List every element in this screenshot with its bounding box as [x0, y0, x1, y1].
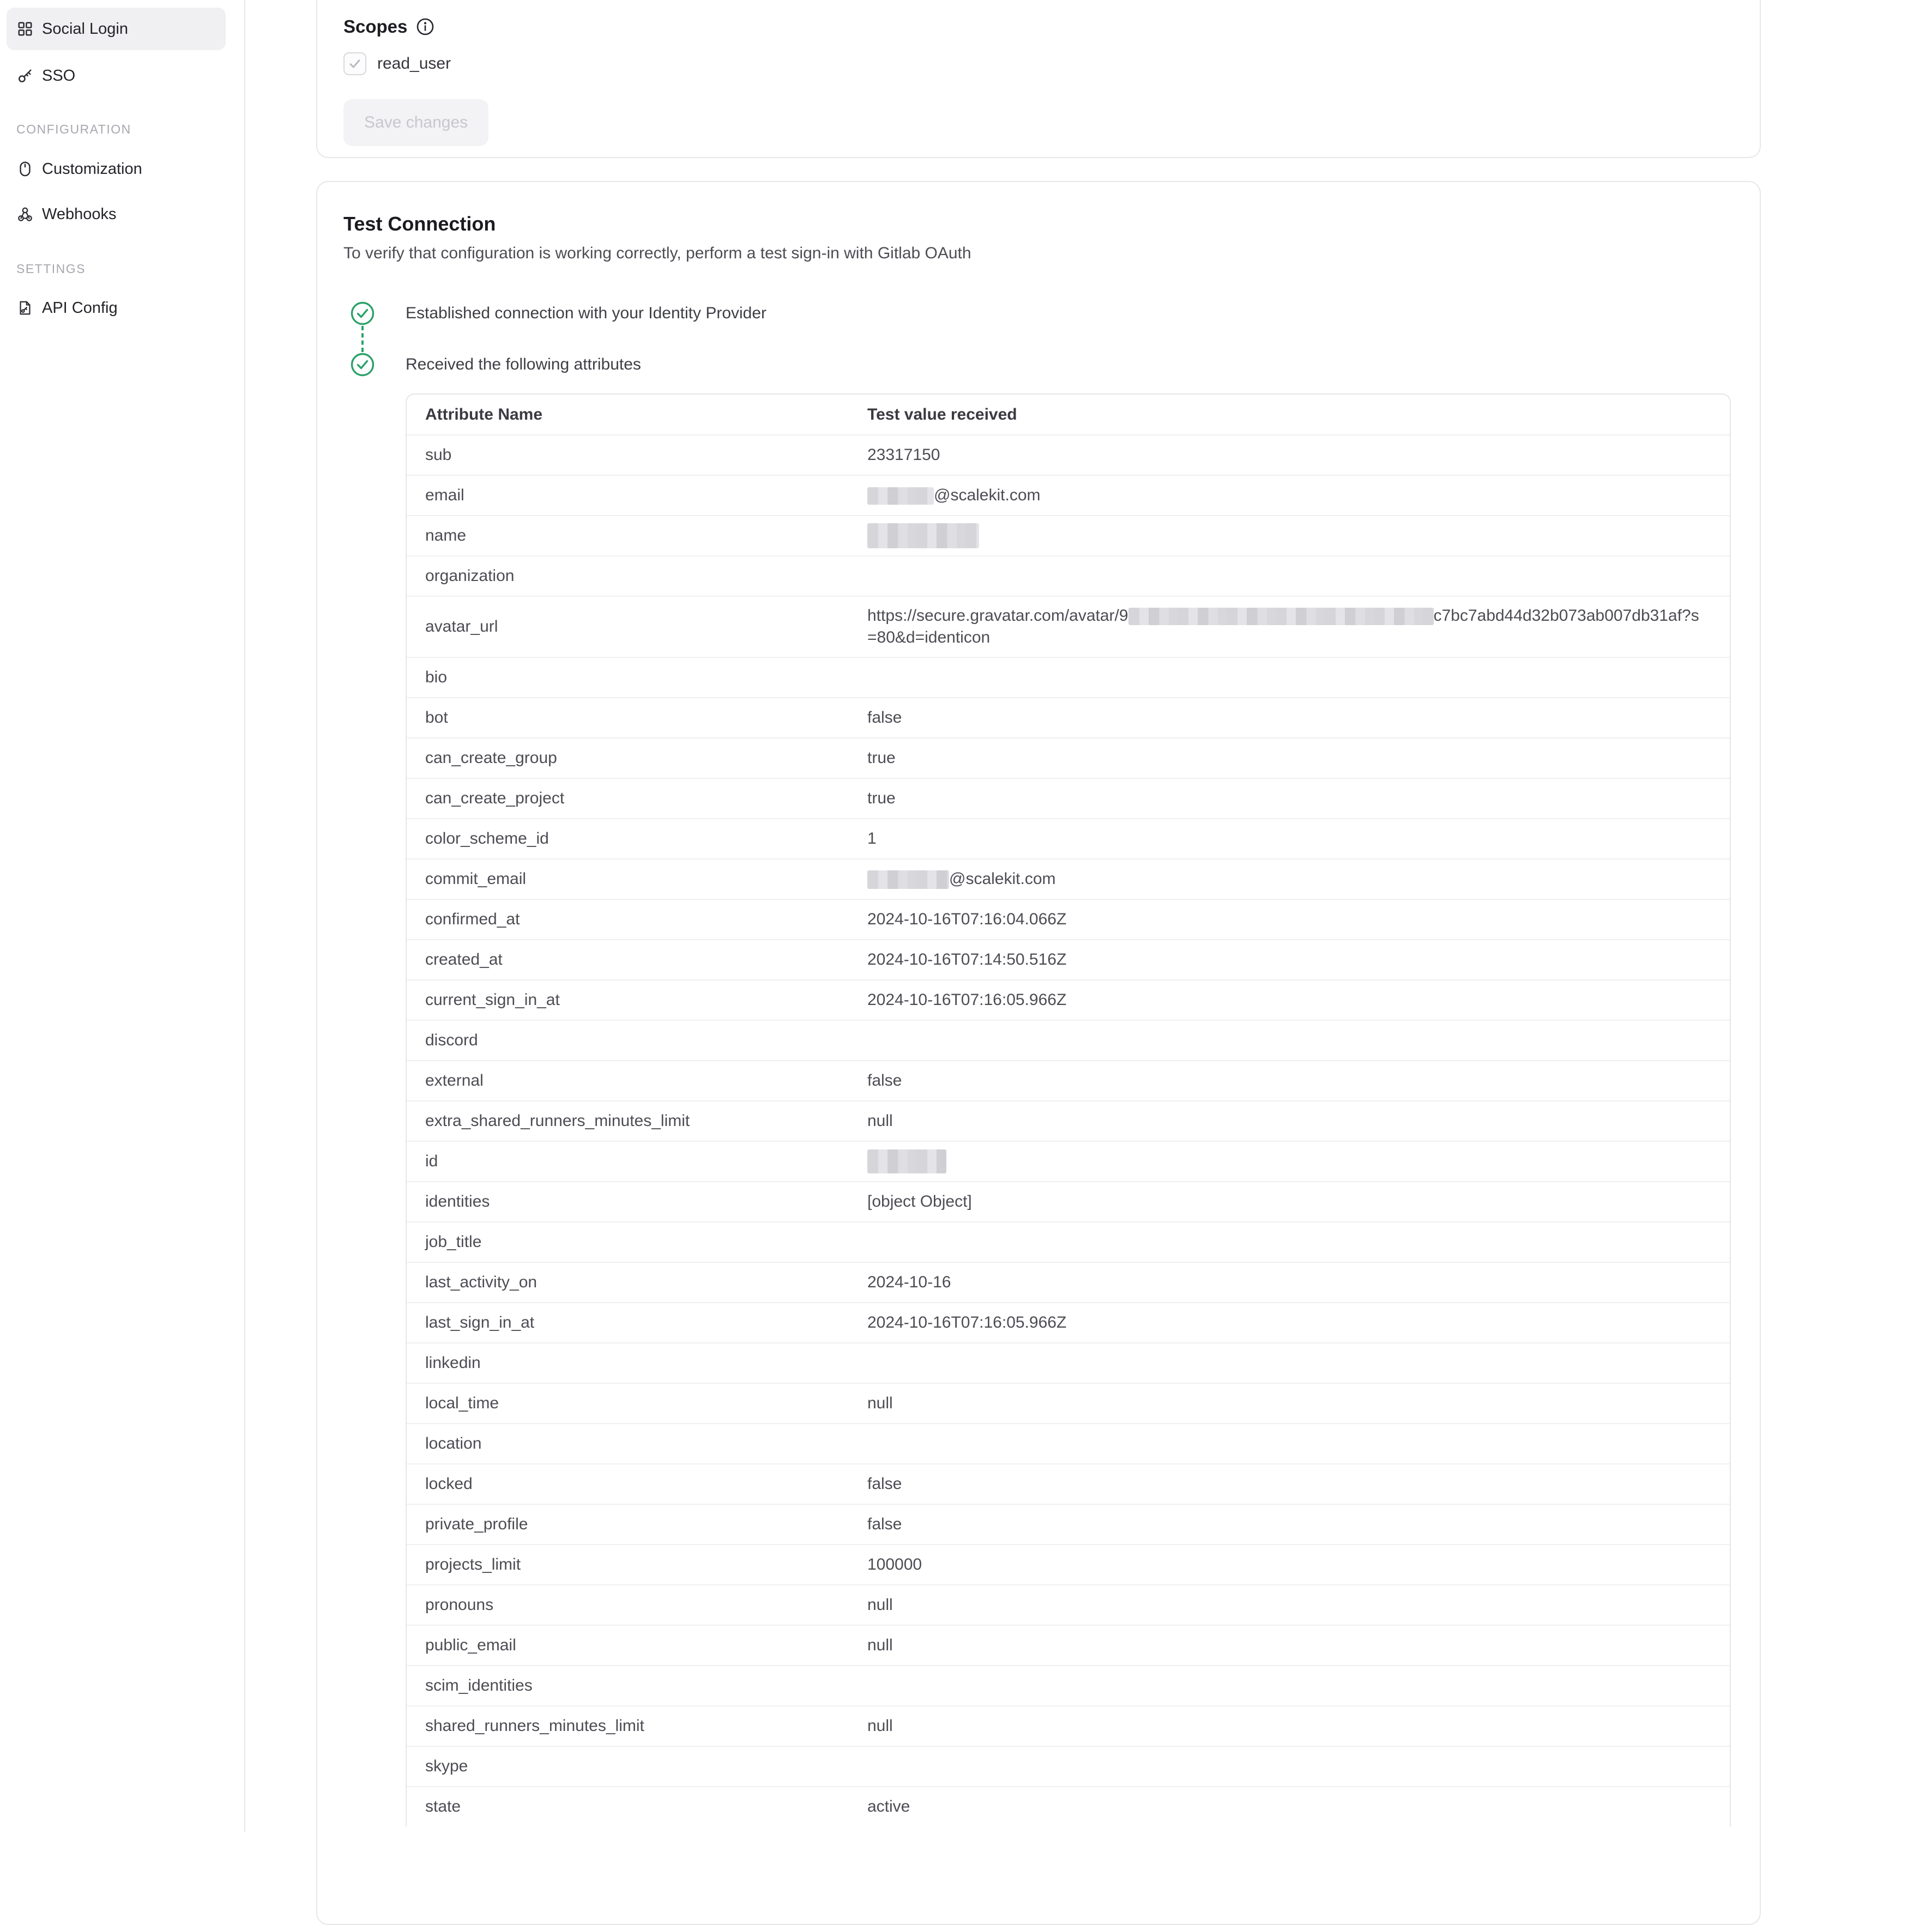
sidebar-item-social-login[interactable]	[7, 8, 226, 50]
attribute-name-cell: private_profile	[425, 1515, 528, 1533]
sidebar-section-configuration: CONFIGURATION	[16, 122, 131, 136]
attribute-name-cell: organization	[425, 567, 515, 585]
scope-label: read_user	[377, 55, 451, 72]
step-connector-line	[361, 326, 364, 352]
attribute-value-cell: false	[867, 1475, 902, 1493]
table-row	[407, 1020, 1730, 1060]
attribute-name-cell: projects_limit	[425, 1555, 521, 1573]
attribute-name-cell: skype	[425, 1757, 468, 1775]
step-label: Received the following attributes	[406, 355, 641, 373]
attribute-value-cell	[867, 523, 1730, 548]
read-user-checkbox[interactable]	[343, 52, 366, 75]
attribute-value-cell: null	[867, 1394, 893, 1412]
table-row	[407, 1302, 1730, 1342]
table-row	[407, 1705, 1730, 1746]
attribute-value-cell: [object Object]	[867, 1192, 972, 1210]
attribute-name-cell: id	[425, 1152, 438, 1170]
table-row	[407, 1463, 1730, 1504]
table-row	[407, 1625, 1730, 1665]
table-row	[407, 657, 1730, 697]
attributes-table-header	[407, 395, 1730, 434]
sidebar-item-label: Customization	[42, 160, 142, 178]
attribute-name-cell: current_sign_in_at	[425, 991, 560, 1009]
table-row	[407, 1504, 1730, 1544]
attribute-name-cell: last_activity_on	[425, 1273, 538, 1291]
scopes-title: Scopes	[343, 16, 408, 37]
table-row	[407, 515, 1730, 555]
attribute-name-cell: location	[425, 1434, 482, 1452]
connection-steps	[350, 301, 1732, 377]
attribute-name-cell: shared_runners_minutes_limit	[425, 1717, 644, 1735]
redacted-value-block	[867, 487, 934, 505]
attribute-value-cell: 2024-10-16T07:16:04.066Z	[867, 910, 1067, 928]
redacted-value-block	[867, 1149, 946, 1173]
attributes-table	[406, 394, 1731, 1826]
key-icon	[16, 67, 34, 84]
attribute-value-cell: null	[867, 1596, 893, 1614]
attribute-name-cell: sub	[425, 446, 452, 464]
test-connection-title: Test Connection	[343, 213, 496, 235]
table-row	[407, 899, 1730, 939]
table-row	[407, 596, 1730, 657]
table-row	[407, 737, 1730, 778]
attribute-name-cell: name	[425, 526, 467, 544]
table-row	[407, 778, 1730, 818]
test-connection-subtitle: To verify that configuration is working correctly, perform a test sign-in with Gitlab OAuth	[343, 244, 971, 262]
table-row	[407, 1544, 1730, 1584]
attribute-name-cell: locked	[425, 1475, 473, 1493]
sidebar-item-label: Social Login	[42, 20, 128, 38]
redacted-value-block	[1128, 608, 1434, 625]
table-row	[407, 1746, 1730, 1786]
attribute-name-cell: avatar_url	[425, 618, 498, 635]
scope-row-read-user	[343, 52, 1732, 75]
attribute-name-cell: color_scheme_id	[425, 830, 549, 848]
attribute-name-cell: extra_shared_runners_minutes_limit	[425, 1112, 690, 1130]
attribute-value-cell: null	[867, 1112, 893, 1130]
table-row	[407, 1423, 1730, 1463]
table-row	[407, 475, 1730, 515]
attribute-value-cell: 100000	[867, 1555, 922, 1573]
attribute-name-cell: bot	[425, 709, 448, 727]
attribute-value-cell: @scalekit.com	[867, 485, 1730, 506]
table-row	[407, 1060, 1730, 1100]
step-received-attributes	[350, 352, 1732, 377]
sidebar-item-label: API Config	[42, 299, 118, 317]
attribute-name-cell: job_title	[425, 1233, 482, 1251]
table-row	[407, 979, 1730, 1020]
attribute-value-cell: true	[867, 749, 896, 767]
test-connection-card	[316, 181, 1761, 1925]
table-row	[407, 1141, 1730, 1181]
attribute-name-cell: discord	[425, 1031, 478, 1049]
attribute-name-cell: state	[425, 1797, 461, 1815]
attribute-name-cell: can_create_group	[425, 749, 557, 767]
sidebar-item-customization[interactable]	[7, 148, 226, 190]
table-row	[407, 1181, 1730, 1221]
attribute-value-cell: active	[867, 1797, 910, 1815]
attribute-value-cell	[867, 1149, 1730, 1173]
attribute-value-cell: false	[867, 1072, 902, 1089]
attribute-value-cell: 2024-10-16	[867, 1273, 951, 1291]
attribute-value-cell: 1	[867, 830, 877, 848]
sidebar-item-label: SSO	[42, 66, 76, 84]
attribute-name-cell: scim_identities	[425, 1676, 533, 1694]
attribute-value-cell: 2024-10-16T07:16:05.966Z	[867, 1313, 1067, 1331]
attribute-name-cell: confirmed_at	[425, 910, 520, 928]
table-row	[407, 697, 1730, 737]
table-row	[407, 434, 1730, 475]
sidebar-item-sso[interactable]	[7, 55, 226, 97]
table-row	[407, 1665, 1730, 1705]
step-label: Established connection with your Identity Provider	[406, 304, 767, 322]
column-header-attribute-name: Attribute Name	[425, 405, 543, 423]
table-row	[407, 818, 1730, 858]
attribute-name-cell: can_create_project	[425, 789, 565, 807]
attribute-value-cell: 2024-10-16T07:16:05.966Z	[867, 991, 1067, 1009]
table-row	[407, 858, 1730, 899]
attribute-name-cell: created_at	[425, 951, 503, 968]
info-icon[interactable]	[416, 17, 434, 36]
attribute-value-cell: 2024-10-16T07:14:50.516Z	[867, 951, 1067, 968]
sidebar-item-api-config[interactable]	[7, 287, 226, 329]
file-key-icon	[16, 299, 34, 317]
step-established	[350, 301, 1732, 326]
attribute-name-cell: public_email	[425, 1636, 516, 1654]
attribute-value-cell: false	[867, 709, 902, 727]
sidebar	[0, 0, 245, 1832]
save-changes-button[interactable]: Save changes	[343, 99, 488, 146]
mouse-icon	[16, 160, 34, 178]
attribute-name-cell: email	[425, 486, 464, 504]
redacted-value-block	[867, 523, 979, 548]
check-circle-icon	[350, 301, 375, 326]
check-circle-icon	[350, 352, 375, 377]
attribute-name-cell: pronouns	[425, 1596, 494, 1614]
attribute-name-cell: commit_email	[425, 870, 527, 888]
table-row	[407, 1221, 1730, 1262]
attribute-value-cell: false	[867, 1515, 902, 1533]
attribute-name-cell: linkedin	[425, 1354, 481, 1372]
table-row	[407, 1786, 1730, 1826]
attribute-name-cell: bio	[425, 668, 448, 686]
table-row	[407, 1342, 1730, 1383]
sidebar-section-settings: SETTINGS	[16, 262, 86, 276]
attribute-value-cell: @scalekit.com	[867, 868, 1730, 890]
attribute-value-cell: 23317150	[867, 446, 940, 464]
table-row	[407, 1584, 1730, 1625]
column-header-test-value: Test value received	[867, 405, 1017, 423]
attribute-name-cell: last_sign_in_at	[425, 1313, 535, 1331]
attribute-value-cell: null	[867, 1636, 893, 1654]
webhook-icon	[16, 205, 34, 223]
grid-icon	[16, 20, 34, 38]
table-row	[407, 555, 1730, 596]
attribute-value-cell: true	[867, 789, 896, 807]
attribute-value-cell: https://secure.gravatar.com/avatar/9 c7bc7abd44d32b073ab007db31af?s=80&d=identicon	[867, 607, 1699, 646]
attribute-name-cell: local_time	[425, 1394, 499, 1412]
redacted-value-block	[867, 870, 949, 889]
attribute-name-cell: external	[425, 1072, 484, 1089]
scopes-card	[316, 0, 1761, 158]
sidebar-item-label: Webhooks	[42, 205, 117, 223]
attribute-name-cell: identities	[425, 1192, 490, 1210]
table-row	[407, 939, 1730, 979]
attribute-value-cell: null	[867, 1717, 893, 1735]
sidebar-item-webhooks[interactable]	[7, 193, 226, 235]
table-row	[407, 1262, 1730, 1302]
table-row	[407, 1100, 1730, 1141]
table-row	[407, 1383, 1730, 1423]
